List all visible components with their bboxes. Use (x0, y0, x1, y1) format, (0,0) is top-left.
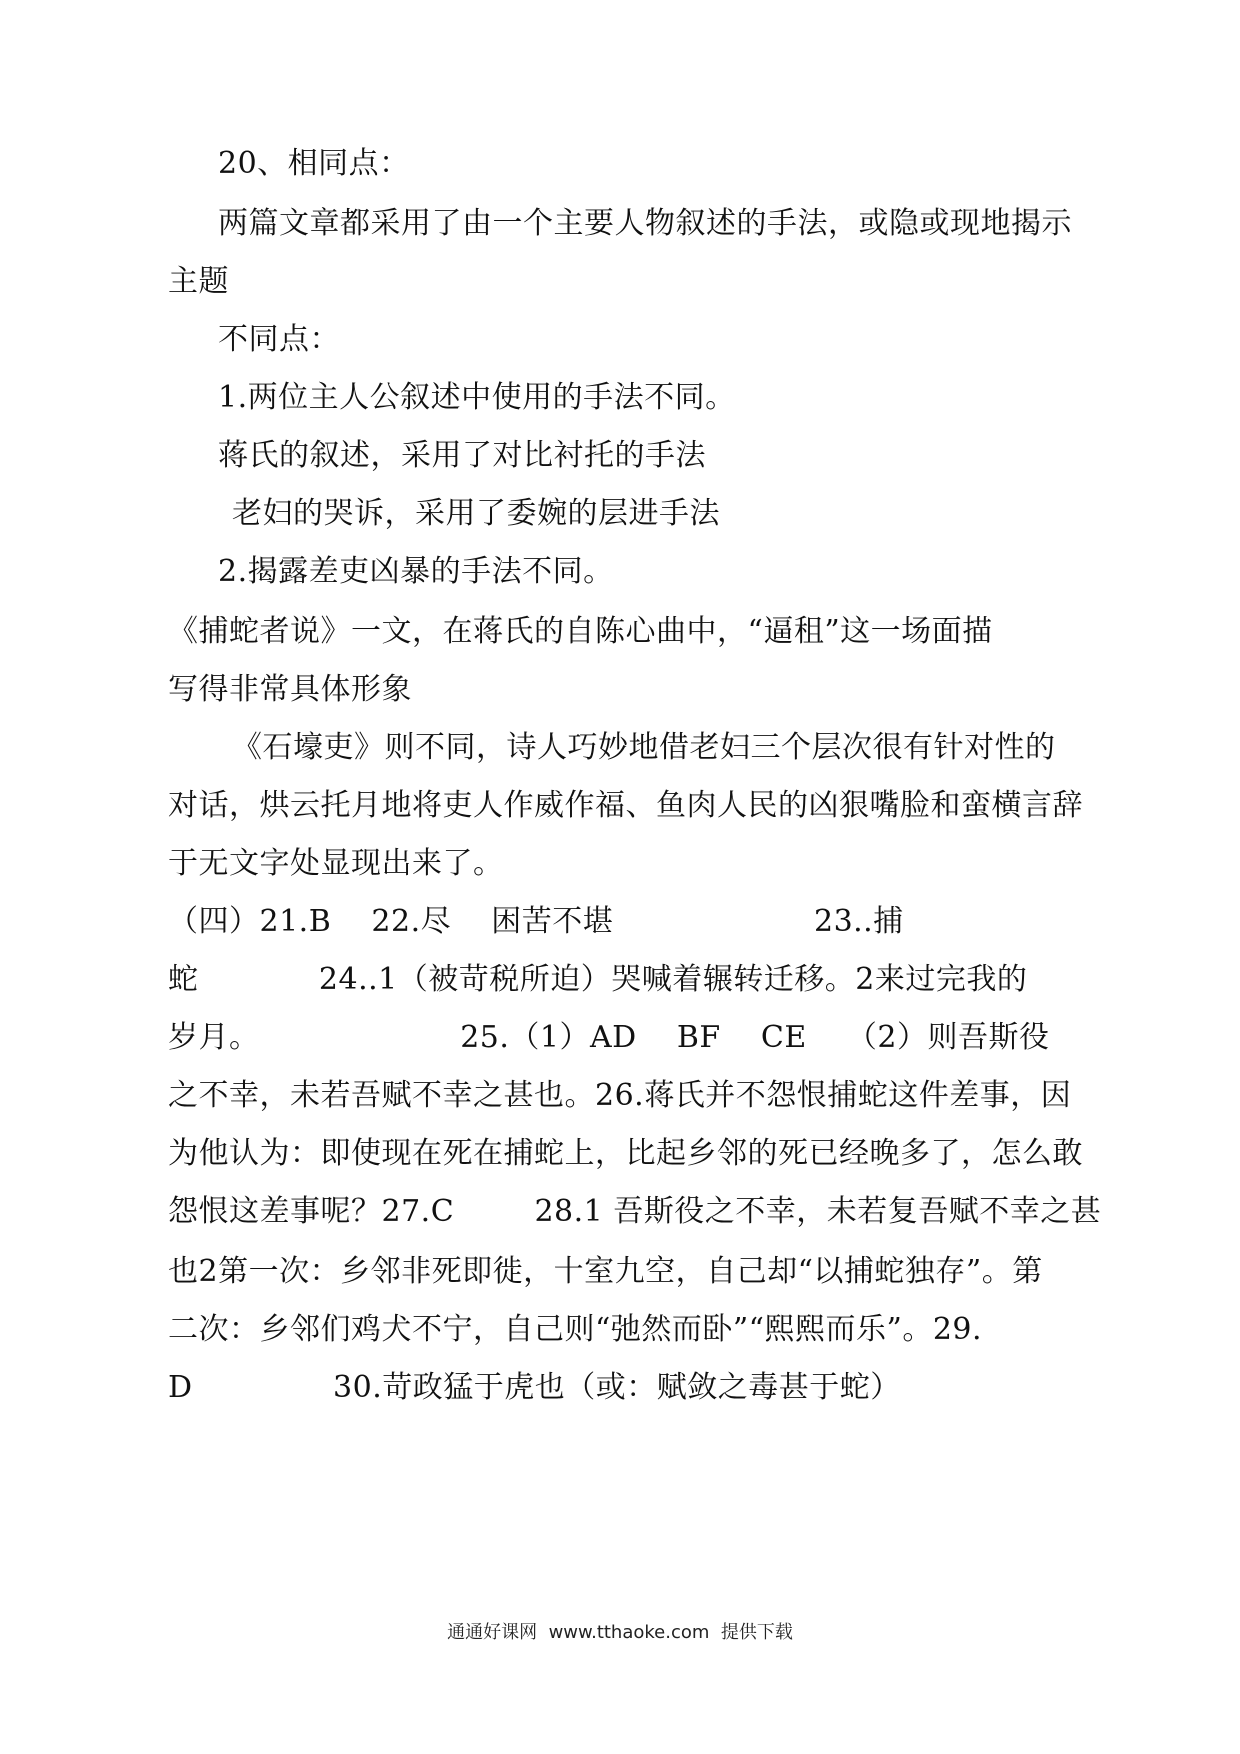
text-line-8: 2.揭露差吏凶暴的手法不同。 (218, 554, 614, 589)
text-line-22: D 30.苛政猛于虎也（或：赋敛之毒甚于蛇） (168, 1370, 901, 1405)
text-line-14: （四）21.B 22.尽 困苦不堪 23..捕 (168, 904, 904, 939)
text-line-4: 不同点： (218, 322, 340, 357)
text-line-3: 主题 (168, 264, 229, 299)
text-line-9: 《捕蛇者说》一文，在蒋氏的自陈心曲中，“逼租”这一场面描 (168, 614, 993, 649)
text-line-11: 《石壕吏》则不同，诗人巧妙地借老妇三个层次很有针对性的 (232, 730, 1056, 765)
text-line-16: 岁月。 25.（1）AD BF CE （2）则吾斯役 (168, 1020, 1050, 1055)
text-line-2: 两篇文章都采用了由一个主要人物叙述的手法，或隐或现地揭示 (218, 206, 1072, 241)
text-line-20: 也2第一次：乡邻非死即徙，十室九空，自己却“以捕蛇独存”。第 (168, 1254, 1043, 1289)
text-line-5: 1.两位主人公叙述中使用的手法不同。 (218, 380, 736, 415)
text-line-18: 为他认为：即使现在死在捕蛇上，比起乡邻的死已经晚多了，怎么敢 (168, 1136, 1083, 1171)
text-line-7: 老妇的哭诉，采用了委婉的层进手法 (232, 496, 720, 531)
text-line-21: 二次：乡邻们鸡犬不宁，自己则“弛然而卧”“熙熙而乐”。29. (168, 1312, 983, 1347)
text-line-1: 20、相同点： (218, 146, 410, 181)
text-line-10: 写得非常具体形象 (168, 672, 412, 707)
text-line-12: 对话，烘云托月地将吏人作威作福、鱼肉人民的凶狠嘴脸和蛮横言辞 (168, 788, 1083, 823)
page-footer: 通通好课网 www.tthaoke.com 提供下载 (447, 1622, 793, 1643)
text-line-19: 怨恨这差事呢？27.C 28.1 吾斯役之不幸，未若复吾赋不幸之甚 (168, 1194, 1102, 1229)
text-line-6: 蒋氏的叙述，采用了对比衬托的手法 (218, 438, 706, 473)
text-line-13: 于无文字处显现出来了。 (168, 846, 504, 881)
text-line-15: 蛇 24..1（被苛税所迫）哭喊着辗转迁移。2来过完我的 (168, 962, 1028, 997)
text-line-17: 之不幸，未若吾赋不幸之甚也。26.蒋氏并不怨恨捕蛇这件差事，因 (168, 1078, 1072, 1113)
